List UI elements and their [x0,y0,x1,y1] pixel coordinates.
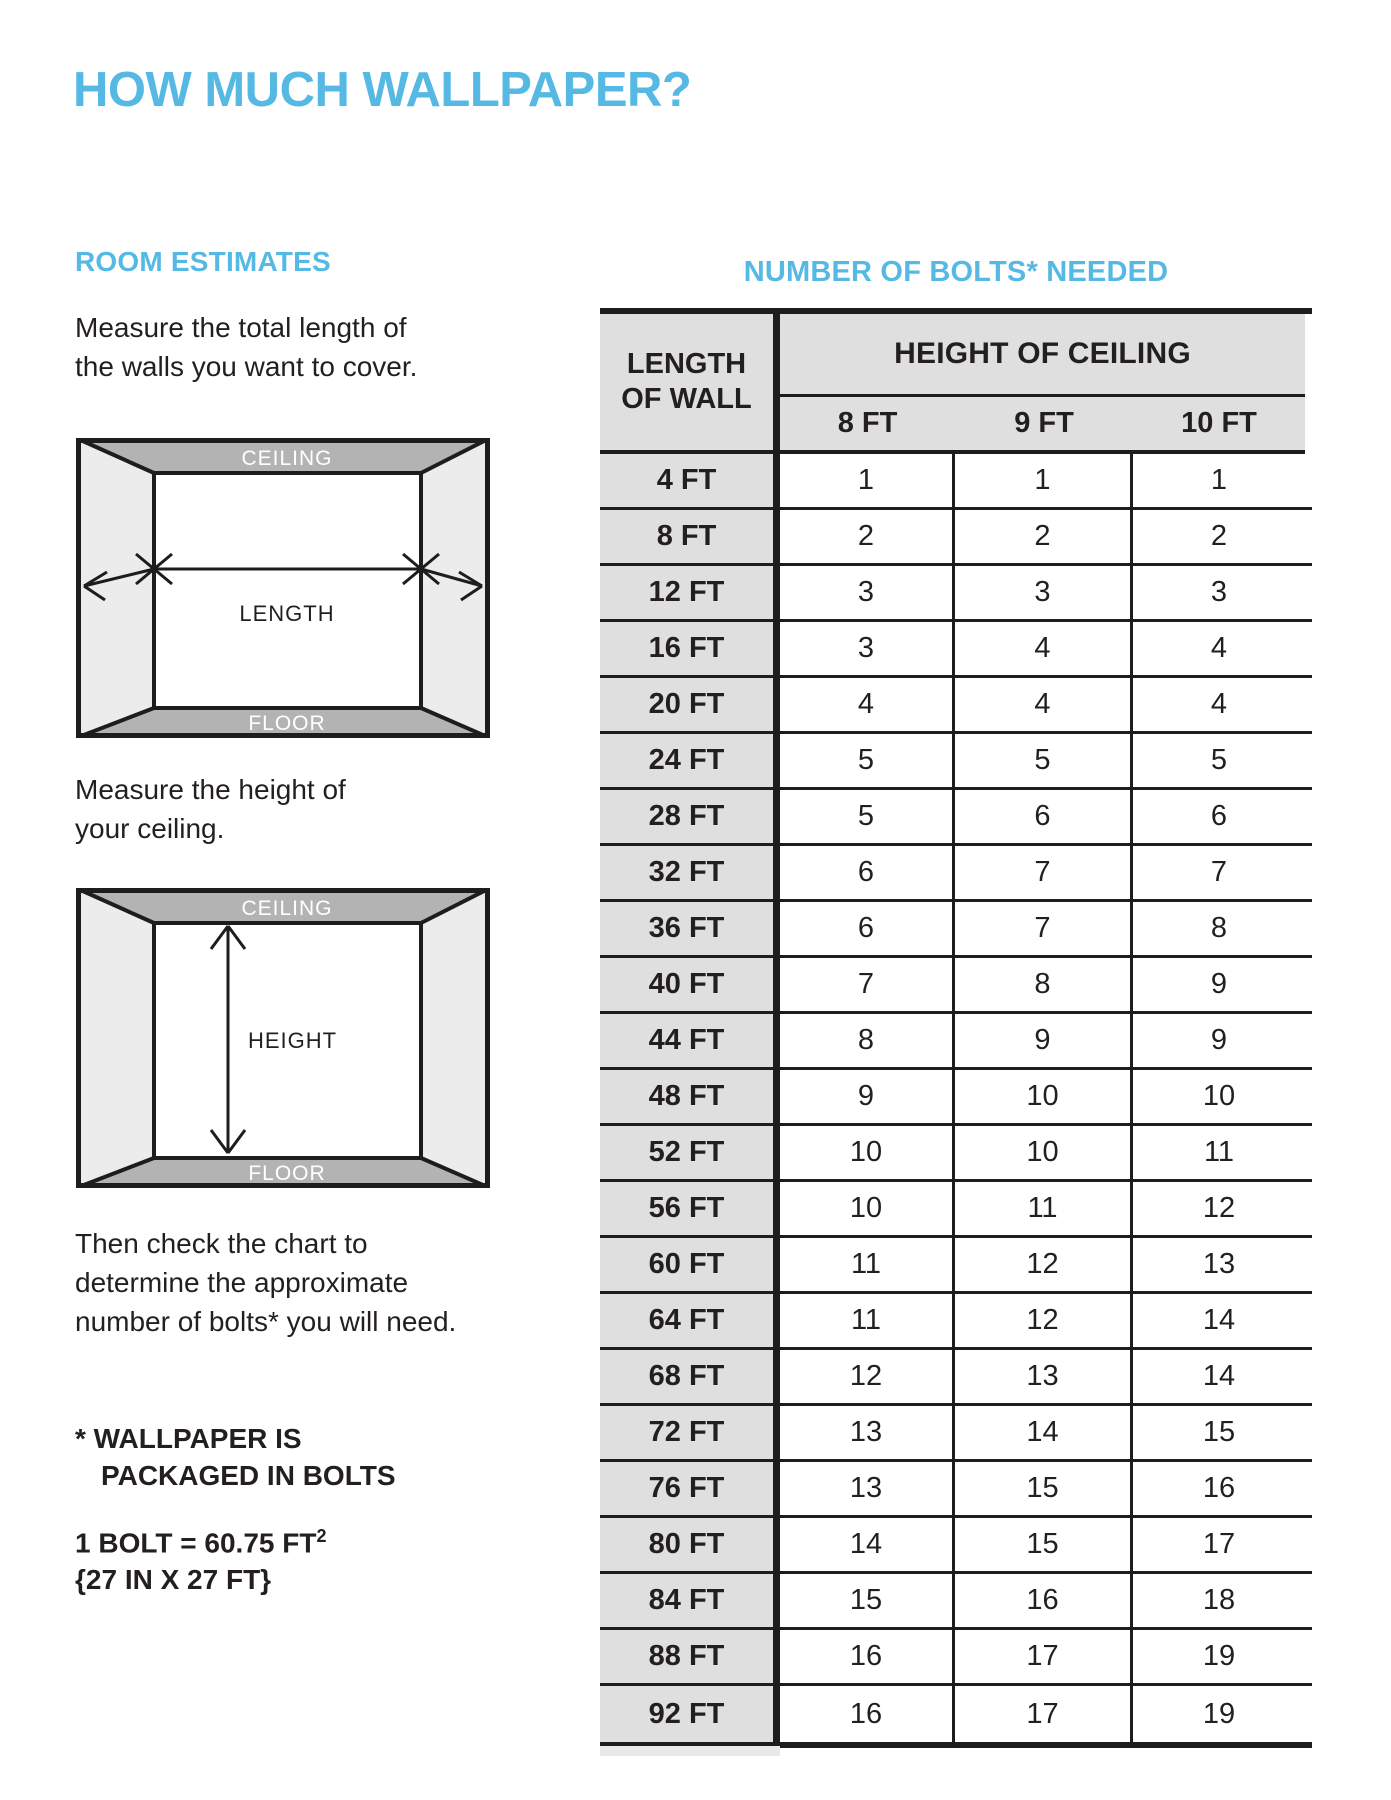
bolt-count-cell: 1 [955,454,1133,507]
bolt-count-cell: 9 [780,1070,955,1123]
left-wall-surface [76,888,154,1188]
table-header [600,314,1312,454]
table-row [600,1518,1312,1574]
column-header-10ft: 10 FT [1181,407,1257,439]
bolt-count-cell: 15 [780,1574,955,1627]
bolt-equation: 1 BOLT = 60.75 $FT^2$ [75,1526,327,1559]
paragraph-line: number of bolts* you will need. [75,1306,457,1337]
table-row [600,902,1312,958]
height-label: HEIGHT [248,1028,338,1053]
floor-label: FLOOR [248,712,326,735]
bolt-count-cell: 7 [1133,846,1305,899]
table-row [600,454,1312,510]
wall-length-cell: 80 FT [600,1518,780,1571]
bolt-count-cell: 3 [780,566,955,619]
floor-label: FLOOR [248,1162,326,1185]
table-row [600,734,1312,790]
bolt-count-cell: 18 [1133,1574,1305,1627]
bolt-count-cell: 15 [1133,1406,1305,1459]
room-length-diagram [76,438,490,743]
table-row [600,1350,1312,1406]
bolt-count-cell: 17 [1133,1518,1305,1571]
bolt-count-cell: 14 [1133,1294,1305,1347]
table-row [600,622,1312,678]
table-row [600,566,1312,622]
bolt-count-cell: 12 [1133,1182,1305,1235]
bolt-count-cell: 19 [1133,1630,1305,1683]
bolt-count-cell: 4 [955,622,1133,675]
bolt-count-cell: 8 [780,1014,955,1067]
bolt-count-cell: 11 [780,1238,955,1291]
bolt-count-cell: 19 [1133,1686,1305,1742]
bolt-count-cell: 10 [780,1126,955,1179]
bolt-count-cell: 15 [955,1518,1133,1571]
check-chart-paragraph [75,1224,456,1341]
header-line: LENGTH [626,348,747,380]
table-row [600,1462,1312,1518]
wall-length-cell: 36 FT [600,902,780,955]
ceiling-height-header-group [780,314,1305,454]
paragraph-line: Then check the chart to [75,1228,368,1259]
bolt-count-cell: 10 [955,1070,1133,1123]
paragraph-line: the walls you want to cover. [75,351,418,382]
bolt-count-cell: 14 [955,1406,1133,1459]
bolt-count-cell: 7 [955,846,1133,899]
bolt-count-cell: 12 [955,1238,1133,1291]
bolt-count-cell: 13 [780,1406,955,1459]
bolt-count-cell: 15 [955,1462,1133,1515]
footnote-line: PACKAGED IN BOLTS [101,1460,396,1491]
bolt-count-cell: 11 [1133,1126,1305,1179]
footnote-line: * WALLPAPER IS [75,1423,302,1454]
measure-height-paragraph [75,770,346,848]
bolts-table [600,308,1312,1748]
wall-length-cell: 8 FT [600,510,780,563]
bolt-count-cell: 12 [780,1350,955,1403]
bolt-count-cell: 11 [780,1294,955,1347]
bolt-count-cell: 2 [955,510,1133,563]
ceiling-height-diagram [76,888,490,1193]
wall-length-cell: 40 FT [600,958,780,1011]
bolt-count-cell: 9 [1133,1014,1305,1067]
bolt-count-cell: 5 [955,734,1133,787]
wall-length-cell: 64 FT [600,1294,780,1347]
wall-length-cell: 88 FT [600,1630,780,1683]
bolt-count-cell: 16 [955,1574,1133,1627]
bolt-count-cell: 4 [1133,622,1305,675]
wall-length-cell: 24 FT [600,734,780,787]
table-row [600,510,1312,566]
bolt-count-cell: 13 [955,1350,1133,1403]
bolt-size-info [75,1518,326,1598]
bolt-count-cell: 16 [780,1630,955,1683]
height-of-ceiling-header: HEIGHT OF CEILING [780,314,1305,397]
wall-length-cell: 56 FT [600,1182,780,1235]
table-row [600,958,1312,1014]
bolts-footnote [75,1420,396,1494]
bolt-count-cell: 13 [1133,1238,1305,1291]
bolt-count-cell: 7 [780,958,955,1011]
wall-length-cell: 28 FT [600,790,780,843]
bolt-count-cell: 5 [1133,734,1305,787]
bolt-count-cell: 3 [1133,566,1305,619]
bolt-count-cell: 4 [955,678,1133,731]
ceiling-height-diagram-svg [76,888,490,1188]
bolt-count-cell: 6 [780,902,955,955]
wall-length-cell: 72 FT [600,1406,780,1459]
column-header-8ft: 8 FT [837,407,898,439]
bolt-count-cell: 4 [780,678,955,731]
paragraph-line: your ceiling. [75,813,225,844]
table-row [600,1574,1312,1630]
bolt-count-cell: 10 [955,1126,1133,1179]
right-wall-surface [421,888,490,1188]
bolt-count-cell: 8 [955,958,1133,1011]
bolts-needed-heading: NUMBER OF BOLTS* NEEDED [743,256,1169,288]
wall-length-cell: 16 FT [600,622,780,675]
wall-length-cell: 92 FT [600,1686,780,1742]
table-row [600,1686,1312,1742]
table-row [600,1630,1312,1686]
table-row [600,1238,1312,1294]
table-row [600,1070,1312,1126]
table-row [600,1182,1312,1238]
length-label: LENGTH [239,601,335,626]
table-row [600,1126,1312,1182]
page-title: HOW MUCH WALLPAPER? [73,63,692,117]
table-row [600,846,1312,902]
paragraph-line: Measure the total length of [75,312,407,343]
bolt-count-cell: 14 [1133,1350,1305,1403]
length-of-wall-header [600,314,780,454]
wall-length-cell: 48 FT [600,1070,780,1123]
bolt-count-cell: 3 [955,566,1133,619]
header-line: OF WALL [621,383,752,415]
column-header-9ft: 9 FT [1014,407,1074,439]
wall-length-cell: 20 FT [600,678,780,731]
bolt-count-cell: 13 [780,1462,955,1515]
ceiling-label: CEILING [241,447,333,470]
bolt-count-cell: 5 [780,790,955,843]
bolt-count-cell: 10 [780,1182,955,1235]
bolt-count-cell: 6 [955,790,1133,843]
wall-length-cell: 68 FT [600,1350,780,1403]
ceiling-label: CEILING [241,897,333,920]
bolt-count-cell: 5 [780,734,955,787]
wall-length-cell: 4 FT [600,454,780,507]
wall-length-cell: 76 FT [600,1462,780,1515]
room-estimates-heading: ROOM ESTIMATES [75,246,331,277]
bolt-count-cell: 11 [955,1182,1133,1235]
table-row [600,790,1312,846]
bolt-count-cell: 16 [1133,1462,1305,1515]
wall-length-cell: 12 FT [600,566,780,619]
bolt-count-cell: 2 [780,510,955,563]
wall-length-cell: 60 FT [600,1238,780,1291]
squared-superscript: 2 [316,1526,327,1546]
ceiling-height-subheader-row [780,397,1305,454]
bolt-count-cell: 14 [780,1518,955,1571]
back-wall [154,473,421,708]
bolt-count-cell: 1 [1133,454,1305,507]
table-body [600,454,1312,1742]
wall-length-cell: 44 FT [600,1014,780,1067]
bolt-count-cell: 3 [780,622,955,675]
bolt-count-cell: 12 [955,1294,1133,1347]
table-row [600,678,1312,734]
wall-length-cell: 52 FT [600,1126,780,1179]
bolt-count-cell: 16 [780,1686,955,1742]
bolt-count-cell: 4 [1133,678,1305,731]
bolt-count-cell: 9 [1133,958,1305,1011]
paragraph-line: Measure the height of [75,774,346,805]
table-row [600,1406,1312,1462]
wall-length-cell: 84 FT [600,1574,780,1627]
paragraph-line: determine the approximate [75,1267,409,1298]
bolt-count-cell: 1 [780,454,955,507]
bolt-dimensions: {27 IN X 27 FT} [75,1564,272,1596]
room-length-diagram-svg [76,438,490,738]
measure-length-paragraph [75,308,417,386]
bolt-count-cell: 6 [1133,790,1305,843]
bolt-count-cell: 7 [955,902,1133,955]
bolt-count-cell: 8 [1133,902,1305,955]
bolt-count-cell: 9 [955,1014,1133,1067]
bolt-count-cell: 17 [955,1630,1133,1683]
bolt-count-cell: 6 [780,846,955,899]
bolt-count-cell: 2 [1133,510,1305,563]
wall-length-cell: 32 FT [600,846,780,899]
table-footer-strip [600,1746,780,1756]
bolt-count-cell: 10 [1133,1070,1305,1123]
table-row [600,1294,1312,1350]
bolt-count-cell: 17 [955,1686,1133,1742]
table-row [600,1014,1312,1070]
